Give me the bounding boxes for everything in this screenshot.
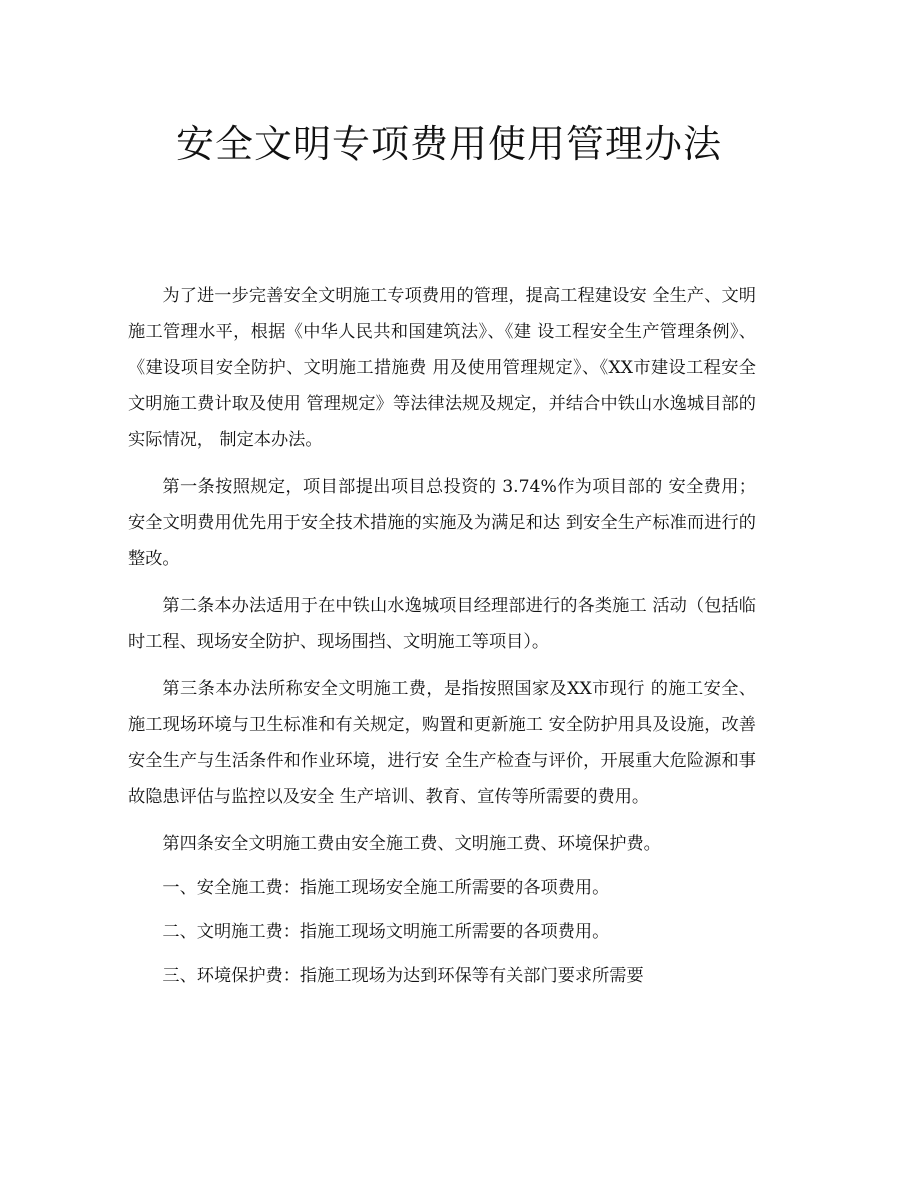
article-4-paragraph: 第四条安全文明施工费由安全施工费、文明施工费、环境保护费。 <box>162 834 661 854</box>
document-body <box>128 278 756 1002</box>
environment-fee-item: 三、环境保护费：指施工现场为达到环保等有关部门要求所需要 <box>162 966 644 986</box>
article-1-paragraph: 第一条按照规定，项目部提出项目总投资的 3.74%作为项目部的 安全费用；安全文明费用优先用于安全技术措施的实施及为满足和达 到安全生产标准而进行的整改。 <box>128 477 756 569</box>
article-2-paragraph: 第二条本办法适用于在中铁山水逸城项目经理部进行的各类施工 活动（包括临时工程、现场安全防护、现场围挡、文明施工等项目）。 <box>128 596 756 652</box>
document-title: 安全文明专项费用使用管理办法 <box>176 122 723 166</box>
safety-fee-item: 一、安全施工费：指施工现场安全施工所需要的各项费用。 <box>162 878 610 898</box>
civilized-fee-item: 二、文明施工费：指施工现场文明施工所需要的各项费用。 <box>162 922 610 942</box>
intro-paragraph: 为了进一步完善安全文明施工专项费用的管理，提高工程建设安 全生产、文明施工管理水平，根据《中华人民共和国建筑法》、《建 设工程安全生产管理条例》、《建设项目安全防护、文明施工措施费 用及使用管理规定》、《XX市建设工程安全文明施工费计取及使用 管理规定》等法律法规及规定，并结合中铁山水逸城目部的实际情况， 制定本办法。 <box>128 286 756 450</box>
article-3-paragraph: 第三条本办法所称安全文明施工费，是指按照国家及XX市现行 的施工安全、施工现场环境与卫生标准和有关规定，购置和更新施工 安全防护用具及设施，改善安全生产与生活条件和作业环境，进行安 全生产检查与评价，开展重大危险源和事故隐患评估与监控以及安全 生产培训、教育、宣传等所需要的费用。 <box>128 679 756 807</box>
